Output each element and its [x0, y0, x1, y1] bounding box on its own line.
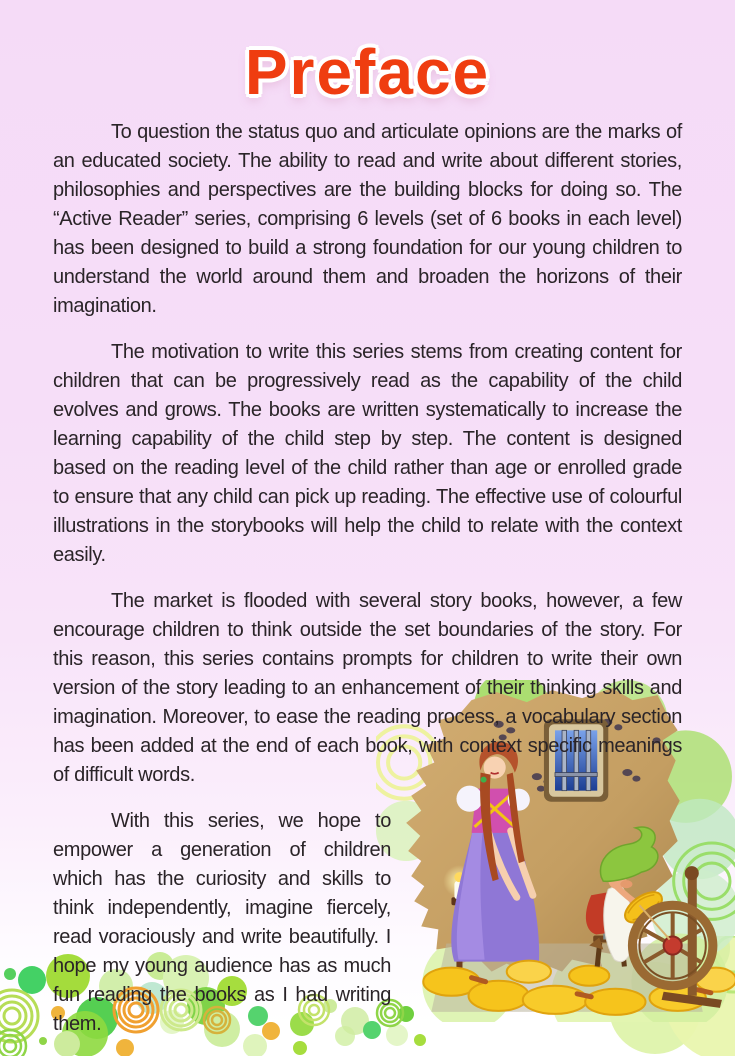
preface-body: [0, 104, 735, 1039]
paragraph-3: The market is flooded with several story books, however, a few encourage children to think outside the set boundaries of the story. For this reason, this series contains prompts for children to write their own version of the story leading to an enhancement of their thinking skills and imagination. Moreover, to ease the reading process, a vocabulary section has been added at the end of each book, with context specific meanings of difficult words.: [53, 590, 682, 786]
paragraph-2: The motivation to write this series stems from creating content for children that can be progressively read as the capability of the child evolves and grows. The books are written systematically to increase the learning capability of the child step by step. The content is designed based on the reading level of the child rather than age or enrolled grade to ensure that any child can pick up reading. The effective use of colourful illustrations in the storybooks will help the child to relate with the context easily.: [53, 341, 682, 566]
paragraph-4: With this series, we hope to empower a generation of children which has the curiosity and skills to think independently, imagine fiercely, read voraciously and write beautifully. I hope my young audience has as much fun reading the books as I had writing them.: [53, 810, 391, 1035]
paragraph-1: To question the status quo and articulate opinions are the marks of an educated society. The ability to read and write about different stories, philosophies and perspectives are the building blocks for doing so. The “Active Reader” series, comprising 6 levels (set of 6 books in each level) has been designed to build a strong foundation for our young children to understand the world around them and broaden the horizons of their imagination.: [53, 121, 682, 317]
page-title: Preface: [244, 36, 491, 108]
